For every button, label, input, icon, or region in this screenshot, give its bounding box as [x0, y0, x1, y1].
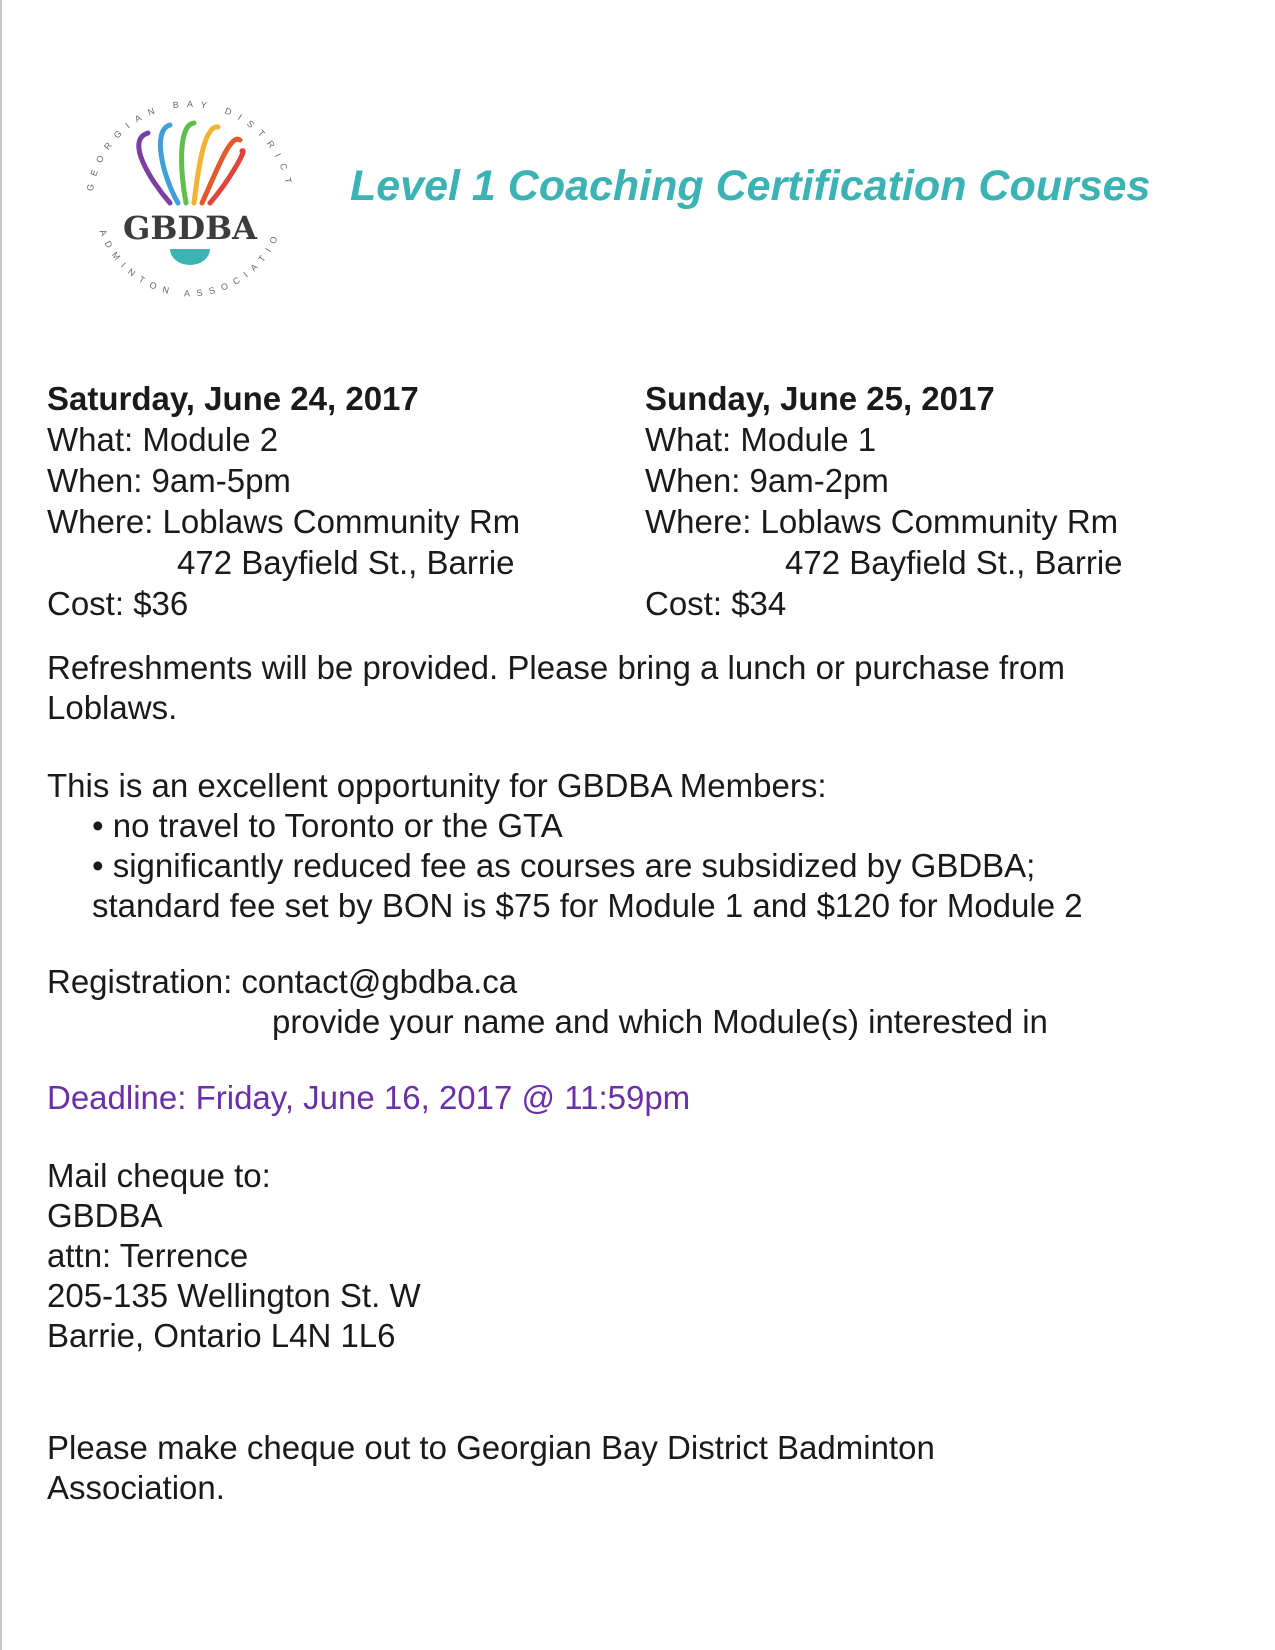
- svg-text:BADMINTON ASSOCIATION: [70, 85, 282, 298]
- payable-line: Association.: [47, 1469, 225, 1506]
- svg-text:GEORGIAN BAY DISTRICT: [85, 99, 295, 192]
- mail-attn: attn: Terrence: [47, 1237, 249, 1274]
- refreshments-line: Loblaws.: [47, 689, 178, 726]
- mail-street: 205-135 Wellington St. W: [47, 1277, 421, 1314]
- registration-contact: Registration: contact@gbdba.ca: [47, 963, 518, 1000]
- opportunity-paragraph: [47, 766, 1083, 926]
- refreshments-line: Refreshments will be provided. Please bring a lunch or purchase from: [47, 649, 1066, 686]
- course-sunday: [645, 378, 1123, 624]
- course-cost: Cost: $36: [47, 585, 189, 622]
- payable-paragraph: [47, 1428, 935, 1508]
- page-title: Level 1 Coaching Certification Courses: [350, 162, 1151, 210]
- course-cost: Cost: $34: [645, 585, 787, 622]
- shuttlecock-icon: [139, 123, 243, 203]
- bullet-item: • no travel to Toronto or the GTA: [92, 807, 563, 844]
- bullet-item: • significantly reduced fee as courses are subsidized by GBDBA;: [92, 847, 1036, 884]
- course-address: 472 Bayfield St., Barrie: [785, 544, 1123, 581]
- course-day: Sunday, June 25, 2017: [645, 380, 995, 417]
- payable-line: Please make cheque out to Georgian Bay District Badminton: [47, 1429, 935, 1466]
- course-what: What: Module 1: [645, 421, 877, 458]
- deadline-notice: Deadline: Friday, June 16, 2017 @ 11:59pm: [47, 1079, 691, 1116]
- course-what: What: Module 2: [47, 421, 279, 458]
- course-when: When: 9am-2pm: [645, 462, 889, 499]
- course-where: Where: Loblaws Community Rm: [47, 503, 521, 540]
- registration-instructions: provide your name and which Module(s) interested in: [272, 1003, 1048, 1040]
- course-where: Where: Loblaws Community Rm: [645, 503, 1119, 540]
- gbdba-logo: [70, 85, 310, 325]
- logo-wordmark: GBDBA: [123, 209, 257, 247]
- course-address: 472 Bayfield St., Barrie: [177, 544, 515, 581]
- mail-city: Barrie, Ontario L4N 1L6: [47, 1317, 396, 1354]
- registration-paragraph: [47, 962, 1048, 1042]
- logo-ring-text-bottom: ADMINTON ASSOCIATIO: [97, 228, 283, 299]
- refreshments-paragraph: [47, 648, 1065, 728]
- course-when: When: 9am-5pm: [47, 462, 291, 499]
- logo-ring-text-top: GEORGIAN BAY DISTRICT: [84, 98, 296, 192]
- course-day: Saturday, June 24, 2017: [47, 380, 419, 417]
- mail-name: GBDBA: [47, 1197, 163, 1234]
- shuttlecock-base-icon: [170, 249, 210, 265]
- mailing-address: [47, 1156, 421, 1356]
- course-saturday: [47, 378, 520, 624]
- bullet-item-continued: standard fee set by BON is $75 for Module 1 and $120 for Module 2: [92, 887, 1083, 924]
- mail-heading: Mail cheque to:: [47, 1157, 271, 1194]
- opportunity-intro: This is an excellent opportunity for GBDBA Members:: [47, 767, 827, 804]
- page-left-border: [0, 0, 2, 1650]
